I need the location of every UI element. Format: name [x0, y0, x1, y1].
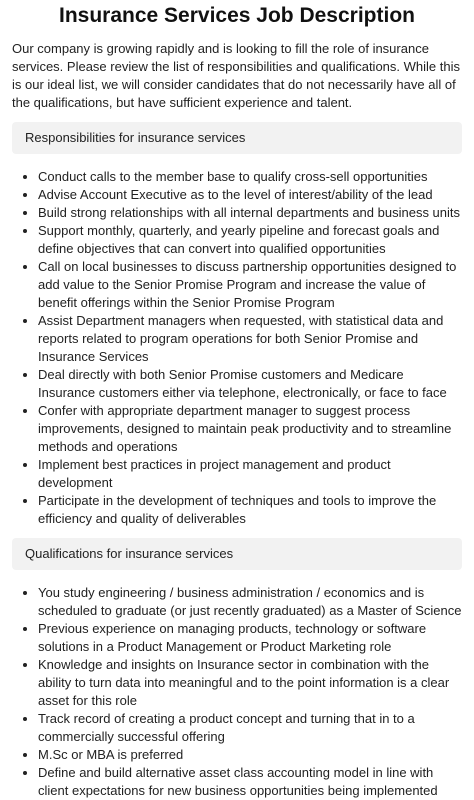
- responsibility-item: • Implement best practices in project management and product development: [38, 456, 462, 492]
- qualification-item: • Track record of creating a product concept and turning that in to a commercially successful offering: [38, 710, 462, 746]
- qualification-item: • M.Sc or MBA is preferred: [38, 746, 462, 764]
- qualification-item: • You study engineering / business administration / economics and is scheduled to graduate (or just recently graduated) as a Master of Science: [38, 584, 462, 620]
- responsibility-item: • Assist Department managers when requested, with statistical data and reports related to program operations for both Senior Promise and Insurance Services: [38, 312, 462, 366]
- responsibilities-list: [12, 168, 462, 528]
- responsibility-item: • Confer with appropriate department manager to suggest process improvements, designed to maintain peak productivity and to streamline methods and operations: [38, 402, 462, 456]
- qualifications-header: Qualifications for insurance services: [12, 538, 462, 570]
- responsibility-item: • Conduct calls to the member base to qualify cross-sell opportunities: [38, 168, 462, 186]
- responsibility-item: • Support monthly, quarterly, and yearly pipeline and forecast goals and define objectives that can convert into qualified opportunities: [38, 222, 462, 258]
- responsibility-item: • Call on local businesses to discuss partnership opportunities designed to add value to the Senior Promise Program and increase the value of benefit offerings within the Senior Promise Program: [38, 258, 462, 312]
- page-title: Insurance Services Job Description: [59, 4, 415, 27]
- qualifications-list: [12, 584, 462, 800]
- qualification-item: • Knowledge and insights on Insurance sector in combination with the ability to turn data into meaningful and to the point information is a clear asset for this role: [38, 656, 462, 710]
- intro-paragraph: Our company is growing rapidly and is looking to fill the role of insurance services. Please review the list of responsibilities and qualifications. While this is our ideal list, we will consider candidates that do not necessarily have all of the qualifications, but have sufficient experience and talent.: [12, 41, 460, 110]
- responsibilities-header: Responsibilities for insurance services: [12, 122, 462, 154]
- responsibility-item: • Advise Account Executive as to the level of interest/ability of the lead: [38, 186, 462, 204]
- qualification-item: • Previous experience on managing products, technology or software solutions in a Product Management or Product Marketing role: [38, 620, 462, 656]
- responsibility-item: • Deal directly with both Senior Promise customers and Medicare Insurance customers either via telephone, electronically, or face to face: [38, 366, 462, 402]
- qualification-item: • Define and build alternative asset class accounting model in line with client expectations for new business opportunities being implemented: [38, 764, 462, 800]
- responsibility-item: • Participate in the development of techniques and tools to improve the efficiency and quality of deliverables: [38, 492, 462, 528]
- responsibility-item: • Build strong relationships with all internal departments and business units: [38, 204, 462, 222]
